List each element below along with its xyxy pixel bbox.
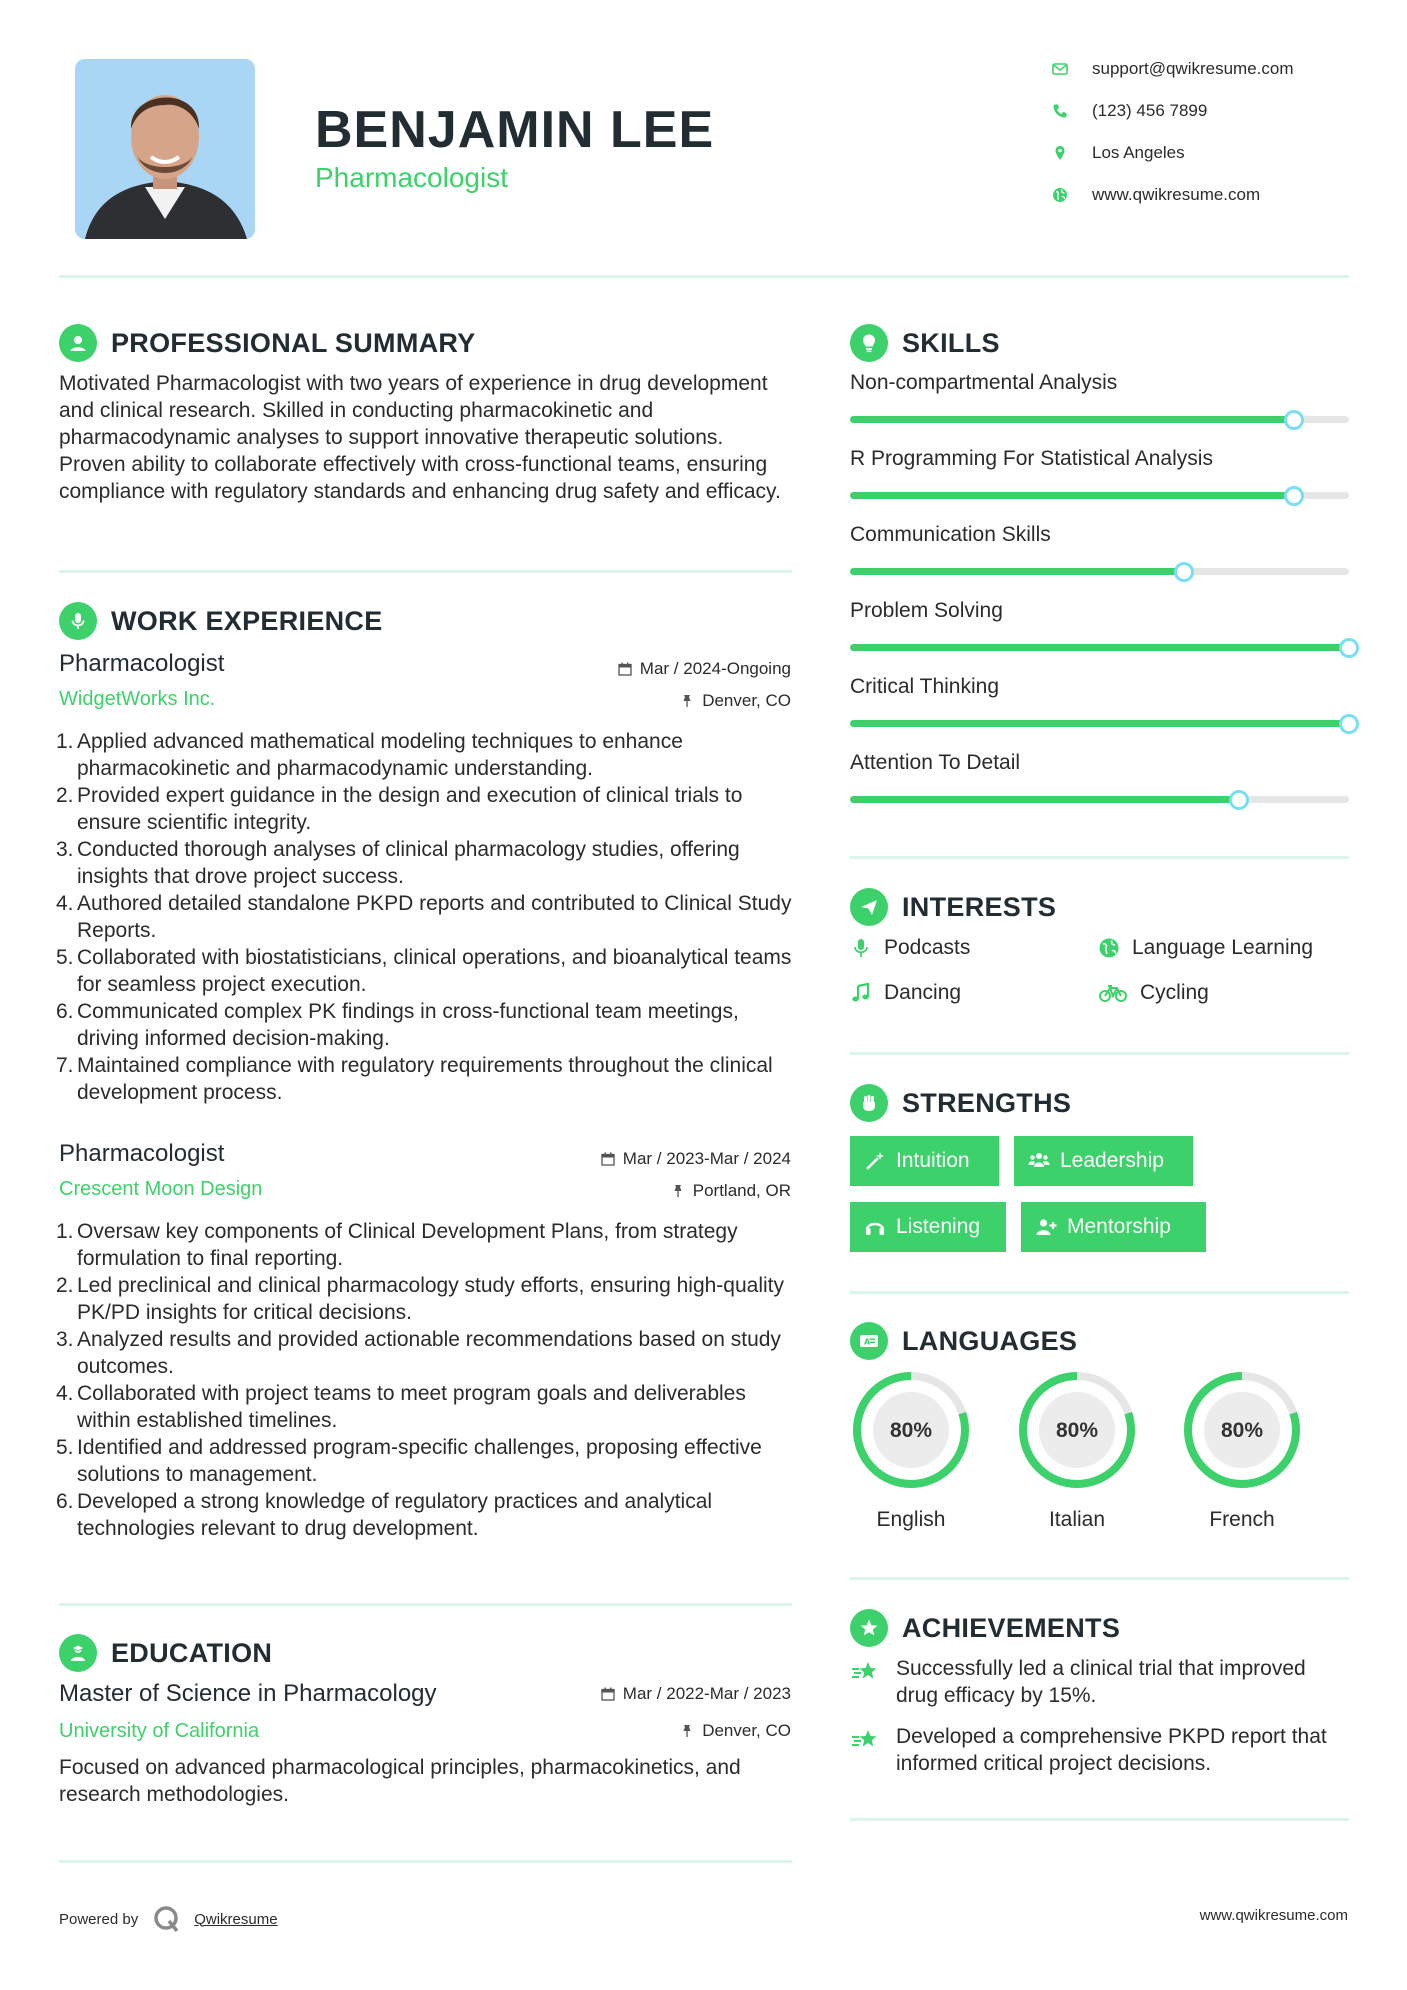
experience-heading [59,602,383,640]
language-ring [1180,1368,1304,1492]
contact-website[interactable] [1052,185,1260,205]
headphones-icon [864,1216,886,1238]
qwikresume-logo-icon [152,1904,182,1934]
interest-item [1098,936,1313,960]
language-item [849,1368,973,1532]
skill-level-bar [850,796,1349,803]
calendar-icon [601,1152,615,1166]
calendar-icon [601,1687,615,1701]
lightbulb-icon [850,324,888,362]
skill-level-handle [1174,562,1194,582]
users-icon [1028,1150,1050,1172]
shooting-star-icon [850,1657,880,1687]
section-divider [850,1052,1349,1055]
achievement-text: Developed a comprehensive PKPD report that informed critical project decisions. [896,1725,1327,1775]
user-plus-icon [1035,1216,1057,1238]
skill-label: Attention To Detail [850,751,1021,774]
section-divider [850,856,1349,859]
user-icon [59,324,97,362]
skill-label: Communication Skills [850,523,1051,546]
company-name: WidgetWorks Inc. [59,688,216,710]
list-item: 1. Applied advanced mathematical modeling techniques to enhance pharmacokinetic and pharmacodynamic understanding. [56,730,683,780]
languages-heading-text: LANGUAGES [902,1325,1078,1356]
skill-item [850,371,1349,423]
microphone-icon [850,937,872,959]
globe-icon [1098,937,1120,959]
skill-label: R Programming For Statistical Analysis [850,447,1213,470]
list-item: 5. Identified and addressed program-specific challenges, proposing effective solutions to management. [56,1436,762,1486]
interest-label: Podcasts [884,936,971,959]
bicycle-icon [1098,982,1128,1004]
summary-text: Motivated Pharmacologist with two years of experience in drug development and clinical research. Skilled in conducting pharmacokinetic and pharmacodynamic analyses to support innovative therapeutic solutions. Proven ability to collaborate effectively with cross-functional teams, ensuring compliance with regulatory standards and enhancing drug safety and efficacy. [59,372,781,503]
phone-icon [1052,103,1092,119]
interests-heading [850,888,1056,926]
paper-plane-icon [850,888,888,926]
pushpin-icon [680,1724,694,1738]
strength-label: Intuition [896,1149,970,1172]
raised-fist-icon [850,1084,888,1122]
achievement-item [850,1723,1350,1777]
list-item: 5. Collaborated with biostatisticians, clinical operations, and bioanalytical teams for seamless project execution. [56,946,792,996]
interest-item [850,936,970,960]
interest-label: Cycling [1140,981,1209,1004]
interest-item [1098,981,1209,1005]
section-divider [59,570,792,573]
language-item [1015,1368,1139,1532]
contact-location [1052,143,1185,163]
job-title: Pharmacologist [59,650,225,677]
skill-item [850,599,1349,651]
footer-powered-by [59,1904,278,1934]
strength-chip [1014,1136,1193,1186]
skill-level-fill [850,568,1184,575]
skill-level-fill [850,416,1294,423]
skill-level-handle [1339,638,1359,658]
skill-label: Critical Thinking [850,675,999,698]
section-divider [59,1603,792,1606]
achievement-item [850,1655,1350,1709]
profile-photo [75,59,255,239]
language-percent: 80% [889,1419,933,1442]
list-item: 3. Analyzed results and provided actionable recommendations based on study outcomes. [56,1328,781,1378]
skill-level-fill [850,644,1349,651]
education-location [480,1721,791,1741]
footer-url[interactable]: www.qwikresume.com [1199,1907,1348,1924]
skill-level-bar [850,644,1349,651]
list-item: 4. Collaborated with project teams to meet program goals and deliverables within established timelines. [56,1382,746,1432]
school-name: University of California [59,1720,260,1742]
contact-email-text: support@qwikresume.com [1092,59,1294,78]
globe-icon [1052,187,1092,203]
skill-item [850,751,1349,803]
skill-label: Non-compartmental Analysis [850,371,1118,394]
skill-level-handle [1284,410,1304,430]
language-percent: 80% [1055,1419,1099,1442]
language-name: Italian [1048,1508,1106,1531]
skill-level-bar [850,492,1349,499]
section-divider [850,1291,1349,1294]
education-location-text: Denver, CO [702,1721,791,1740]
candidate-name: BENJAMIN LEE [315,101,715,159]
powered-by-text: Powered by [59,1910,139,1928]
job-dates [480,659,791,679]
education-dates [480,1684,791,1704]
job-title: Pharmacologist [59,1140,225,1167]
job-dates-text: Mar / 2023-Mar / 2024 [622,1149,791,1168]
education-heading [59,1634,272,1672]
section-divider [59,1860,792,1863]
strength-chip [850,1136,999,1186]
envelope-icon [1052,61,1092,77]
education-description: Focused on advanced pharmacological principles, pharmacokinetics, and research methodologies. [59,1756,741,1806]
summary-heading [59,324,476,362]
skill-level-bar [850,416,1349,423]
interests-heading-text: INTERESTS [902,891,1057,922]
language-ring [1015,1368,1139,1492]
magic-wand-icon [864,1150,886,1172]
list-item: 6. Communicated complex PK findings in cross-functional team meetings, driving informed decision-making. [56,1000,739,1050]
candidate-title: Pharmacologist [315,162,508,193]
music-note-icon [850,982,872,1004]
strength-chip [850,1202,1006,1252]
contact-email[interactable] [1052,59,1294,79]
language-card-icon [850,1322,888,1360]
strength-chip [1021,1202,1206,1252]
pushpin-icon [671,1184,685,1198]
achievements-heading [850,1609,1120,1647]
microphone-icon [59,602,97,640]
education-dates-text: Mar / 2022-Mar / 2023 [622,1684,791,1703]
strengths-heading [850,1084,1071,1122]
list-item: 7. Maintained compliance with regulatory requirements throughout the clinical development process. [56,1054,773,1104]
list-item: 1. Oversaw key components of Clinical Development Plans, from strategy formulation to final reporting. [56,1220,738,1270]
summary-heading-text: PROFESSIONAL SUMMARY [111,327,476,358]
languages-heading [850,1322,1077,1360]
achievements-heading-text: ACHIEVEMENTS [902,1612,1121,1643]
interest-label: Language Learning [1132,936,1314,959]
skill-level-fill [850,492,1294,499]
skill-item [850,523,1349,575]
qwikresume-link[interactable]: Qwikresume [194,1910,278,1928]
interest-label: Dancing [884,981,962,1004]
job-bullets [56,1218,794,1542]
strength-label: Mentorship [1067,1215,1171,1238]
job-dates-text: Mar / 2024-Ongoing [639,659,791,678]
contact-phone[interactable] [1052,101,1207,121]
list-item: 3. Conducted thorough analyses of clinical pharmacology studies, offering insights that drove project success. [56,838,740,888]
skill-level-handle [1229,790,1249,810]
skill-item [850,675,1349,727]
skill-label: Problem Solving [850,599,1003,622]
job-location [480,691,791,711]
interest-item [850,981,961,1005]
language-name: French [1209,1508,1275,1531]
section-divider [850,1577,1349,1580]
experience-heading-text: WORK EXPERIENCE [111,605,383,636]
language-name: English [876,1508,946,1531]
list-item: 2. Provided expert guidance in the design and execution of clinical trials to ensure scientific integrity. [56,784,743,834]
contact-website-text: www.qwikresume.com [1092,185,1261,204]
skill-item [850,447,1349,499]
skill-level-handle [1284,486,1304,506]
contact-location-text: Los Angeles [1092,143,1185,162]
education-heading-text: EDUCATION [111,1637,273,1668]
job-location [480,1181,791,1201]
list-item: 6. Developed a strong knowledge of regulatory practices and analytical technologies relevant to drug development. [56,1490,713,1540]
person-portrait-image [75,59,255,239]
contact-phone-text: (123) 456 7899 [1092,101,1208,120]
skill-level-handle [1339,714,1359,734]
language-percent: 80% [1220,1419,1264,1442]
map-pin-icon [1052,145,1092,161]
degree-title: Master of Science in Pharmacology [59,1680,437,1707]
job-location-text: Portland, OR [692,1181,791,1200]
skill-level-fill [850,720,1349,727]
language-item [1180,1368,1304,1532]
skills-heading [850,324,1000,362]
skill-level-fill [850,796,1239,803]
header-divider [59,275,1349,278]
strength-label: Listening [896,1215,981,1238]
shooting-star-icon [850,1725,880,1755]
job-bullets [56,728,794,1106]
job-dates [480,1149,791,1169]
section-divider [850,1818,1349,1821]
list-item: 2. Led preclinical and clinical pharmacology study efforts, ensuring high-quality PK/PD insights for critical decisions. [56,1274,785,1324]
achievement-text: Successfully led a clinical trial that improved drug efficacy by 15%. [896,1657,1306,1707]
pushpin-icon [680,694,694,708]
star-badge-icon [850,1609,888,1647]
strength-label: Leadership [1060,1149,1164,1172]
skills-heading-text: SKILLS [902,327,1000,358]
skill-level-bar [850,568,1349,575]
svg-text:A: A [864,1337,871,1347]
calendar-icon [618,662,632,676]
graduate-icon [59,1634,97,1672]
company-name: Crescent Moon Design [59,1178,263,1200]
skill-level-bar [850,720,1349,727]
strengths-heading-text: STRENGTHS [902,1087,1072,1118]
job-location-text: Denver, CO [702,691,791,710]
list-item: 4. Authored detailed standalone PKPD reports and contributed to Clinical Study Reports. [56,892,792,942]
language-ring [849,1368,973,1492]
